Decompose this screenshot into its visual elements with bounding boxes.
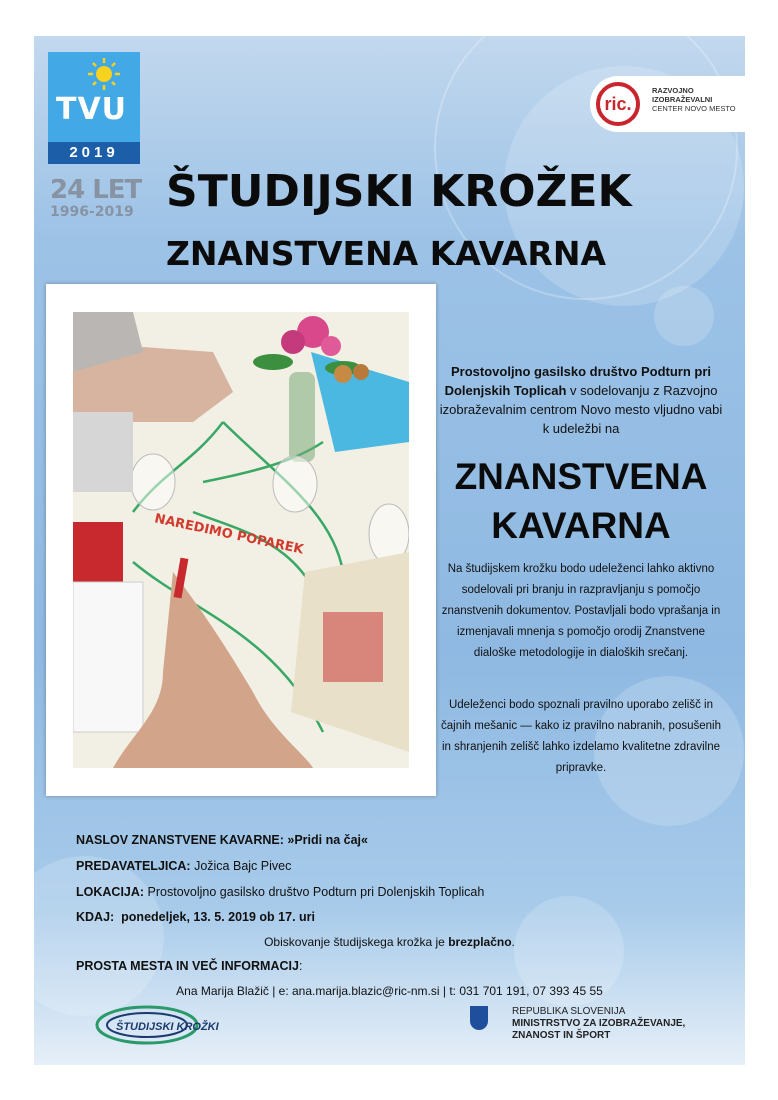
info-naslov-label: NASLOV ZNANSTVENE KAVARNE: <box>76 833 284 847</box>
studijski-krozki-text: ŠTUDIJSKI KROŽKI <box>116 1021 219 1033</box>
contact-line: Ana Marija Blažič | e: ana.marija.blazic@ric-nm.si | t: 031 701 191, 07 393 45 55 <box>176 984 603 998</box>
info-lok-value: Prostovoljno gasilsko društvo Podturn pri Dolenjskih Toplicah <box>147 885 485 899</box>
anniversary-label <box>50 176 141 220</box>
info-kdaj-label: KDAJ: <box>76 910 115 924</box>
free-attendance <box>34 935 745 949</box>
info-more <box>76 959 302 973</box>
slovenia-coat-of-arms-icon <box>470 1006 488 1030</box>
description-paragraph-2: Udeleženci bodo spoznali pravilno uporabo zelišč in čajnih mešanic — kako iz pravilno nabranih, posušenih in shranjenih zelišč lahko izdelamo kvalitetne zdravilne pripravke. <box>441 699 721 774</box>
anniversary-years: 24 LET <box>50 175 142 205</box>
event-title-line2: KAVARNA <box>491 505 671 546</box>
info-naslov-value: »Pridi na čaj« <box>287 833 368 847</box>
description-paragraph-1: Na študijskem krožku bodo udeleženci lahko aktivno sodelovali pri branju in razpravljanju s pomočjo znanstvenih dokumentov. Postavljali bodo vprašanja in izmenjavali mnenja s pomočjo orodij Znanstvene dialoške metodologije in dialoških srečanj. <box>441 563 721 659</box>
anniversary-range: 1996-2019 <box>50 204 134 220</box>
info-kdaj <box>76 910 315 924</box>
board-word-1: NAREDIMO <box>153 511 234 543</box>
info-more-label: PROSTA MESTA IN VEČ INFORMACIJ <box>76 959 299 973</box>
tvu-year: 2019 <box>48 142 140 164</box>
intro-rest: v sodelovanju z Razvojno izobraževalnim centrom Novo mesto vljudno vabi k udeležbi na <box>439 383 723 436</box>
info-more-colon: : <box>298 959 303 973</box>
tvu-logo-top <box>48 52 140 142</box>
info-pred-value: Jožica Bajc Pivec <box>194 859 292 873</box>
ric-mark: ric. <box>596 82 640 126</box>
ric-name-line2: IZOBRAŽEVALNI <box>652 95 713 104</box>
info-kdaj-value: ponedeljek, 13. 5. 2019 ob 17. uri <box>121 910 315 924</box>
info-lokacija <box>76 885 484 899</box>
intro-organizer: Prostovoljno gasilsko društvo Podturn pri Dolenjskih Toplicah <box>444 364 712 398</box>
photo-frame <box>46 284 436 796</box>
ric-name <box>652 86 736 113</box>
free-bold: brezplačno <box>448 935 512 949</box>
tvu-letters: TVU <box>56 92 128 127</box>
info-lok-label: LOKACIJA: <box>76 885 145 899</box>
info-naslov <box>76 833 368 847</box>
intro-text <box>436 362 726 438</box>
ministry-text <box>512 1006 732 1042</box>
ric-name-line1: RAZVOJNO <box>652 86 694 95</box>
photo <box>73 312 409 768</box>
poster <box>34 36 745 1065</box>
info-pred-label: PREDAVATELJICA: <box>76 859 191 873</box>
ric-logo <box>590 76 745 132</box>
info-predavateljica <box>76 859 291 873</box>
main-title: ŠTUDIJSKI KROŽEK <box>166 166 632 217</box>
sun-icon <box>84 56 124 92</box>
main-subtitle: ZNANSTVENA KAVARNA <box>166 234 606 273</box>
ministry-line3: ZNANOST IN ŠPORT <box>512 1030 611 1041</box>
free-suffix: . <box>511 935 515 949</box>
event-title-line1: ZNANSTVENA <box>454 456 708 497</box>
ric-name-line3: CENTER NOVO MESTO <box>652 104 736 113</box>
event-title <box>436 452 726 550</box>
ministry-line1: REPUBLIKA SLOVENIJA <box>512 1006 626 1017</box>
free-prefix: Obiskovanje študijskega krožka je <box>264 935 449 949</box>
board-word-2: POPAREK <box>235 528 305 558</box>
tvu-logo <box>48 52 140 164</box>
decor-bubble <box>654 286 714 346</box>
ministry-line2: MINISTRSTVO ZA IZOBRAŽEVANJE, <box>512 1018 686 1029</box>
